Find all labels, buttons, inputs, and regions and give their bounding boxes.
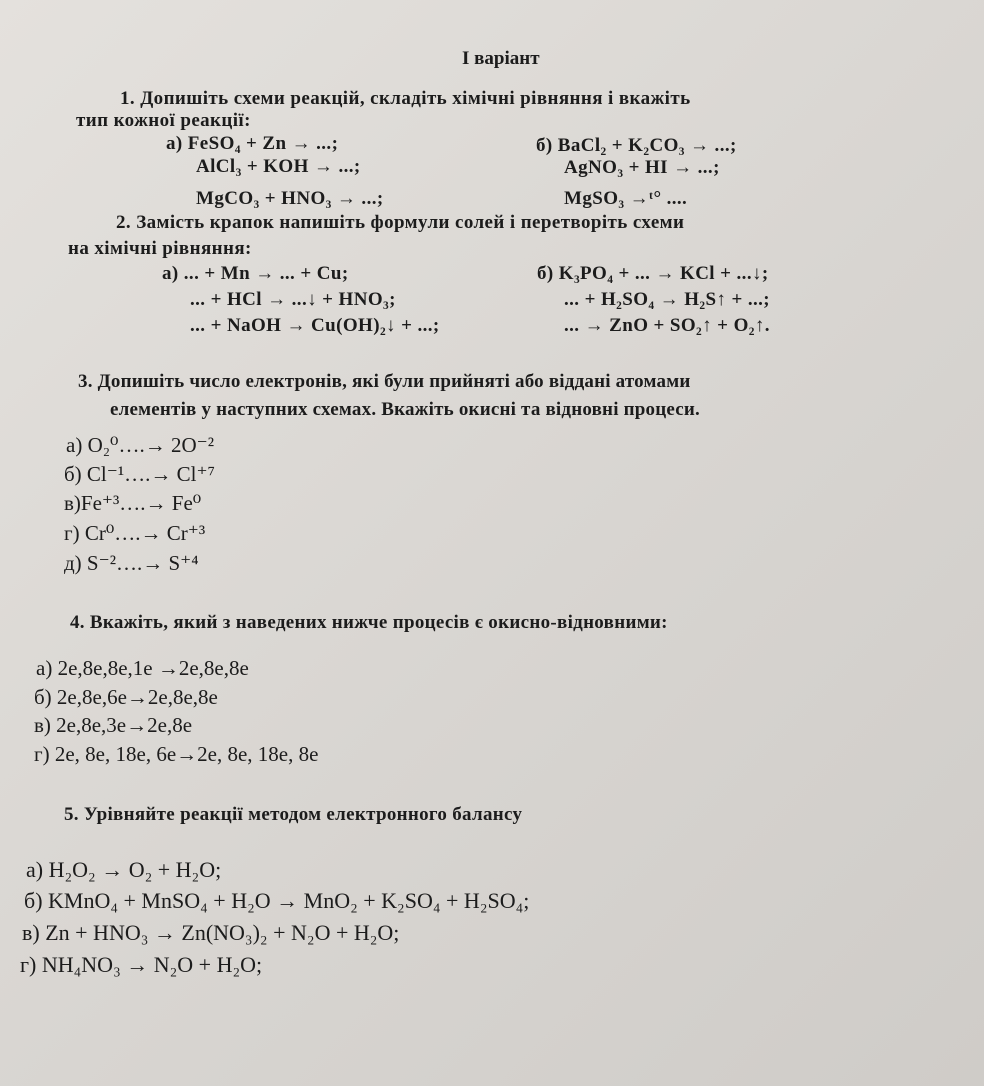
task5-item-v: в) Zn + HNO₃ → Zn(NO₃)₂ + N₂O + H₂O; [22, 920, 400, 945]
task1-reaction-b2: AgNO₃ + HI → ...; [564, 157, 720, 178]
task3-heading-line1: 3. Допишіть число електронів, які були прийняті або віддані атомами [78, 371, 691, 392]
task4-item-v: в) 2е,8е,3е→2е,8е [34, 713, 193, 737]
task2-reaction-b1: б) K₃PO₄ + ... → KCl + ...↓; [537, 263, 769, 284]
task4-item-b: б) 2е,8е,6е→2е,8е,8е [34, 685, 218, 709]
task3-item-v: в)Fe⁺³….→ Fe⁰ [64, 491, 202, 515]
task1-reaction-b1: б) BaCl₂ + K₂CO₃ → ...; [536, 135, 737, 156]
variant-title: І варіант [462, 48, 540, 69]
task5-item-b: б) KMnO₄ + MnSO₄ + H₂O → MnO₂ + K₂SO₄ + H₂SO₄; [24, 888, 530, 913]
task1-heading-line1: 1. Допишіть схеми реакцій, складіть хімічні рівняння і вкажіть [120, 88, 691, 109]
task2-reaction-b2: ... + H₂SO₄ → H₂S↑ + ...; [564, 289, 771, 310]
task4-heading: 4. Вкажіть, який з наведених нижче процесів є окисно-відновними: [70, 612, 668, 633]
task2-reaction-a1: а) ... + Mn → ... + Cu; [162, 263, 349, 284]
task1-reaction-a1: а) FeSO₄ + Zn → ...; [166, 133, 339, 154]
task2-heading-line2: на хімічні рівняння: [68, 238, 252, 259]
task4-item-a: а) 2е,8е,8е,1е →2е,8е,8е [36, 656, 249, 680]
task2-heading-line1: 2. Замість крапок напишіть формули солей і перетворіть схеми [116, 212, 685, 233]
task5-item-a: а) H₂O₂ → O₂ + H₂O; [26, 857, 222, 882]
task3-item-d: д) S⁻²….→ S⁺⁴ [64, 551, 199, 575]
task1-heading-line2: тип кожної реакції: [76, 110, 251, 131]
task1-reaction-a3: MgCO₃ + HNO₃ → ...; [196, 188, 384, 209]
task5-item-g: г) NH₄NO₃ → N₂O + H₂O; [20, 952, 263, 977]
task2-reaction-a2: ... + HCl → ...↓ + HNO₃; [190, 289, 396, 310]
task1-reaction-a2: AlCl₃ + KOH → ...; [196, 156, 361, 177]
task3-item-g: г) Cr⁰….→ Cr⁺³ [64, 521, 206, 545]
task3-item-b: б) Cl⁻¹….→ Cl⁺⁷ [64, 462, 215, 486]
task2-reaction-b3: ... → ZnO + SO₂↑ + O₂↑. [564, 315, 770, 336]
task3-heading-line2: елементів у наступних схемах. Вкажіть окисні та відновні процеси. [110, 399, 700, 420]
task3-item-a: а) O₂⁰….→ 2O⁻² [66, 433, 215, 457]
task2-reaction-a3: ... + NaOH → Cu(OH)₂↓ + ...; [190, 315, 440, 336]
task5-heading: 5. Урівняйте реакції методом електронного балансу [64, 804, 523, 825]
task4-item-g: г) 2е, 8е, 18е, 6е→2е, 8е, 18е, 8е [34, 742, 319, 766]
task1-reaction-b3: MgSO₃ →ᵗ° .... [564, 188, 688, 209]
